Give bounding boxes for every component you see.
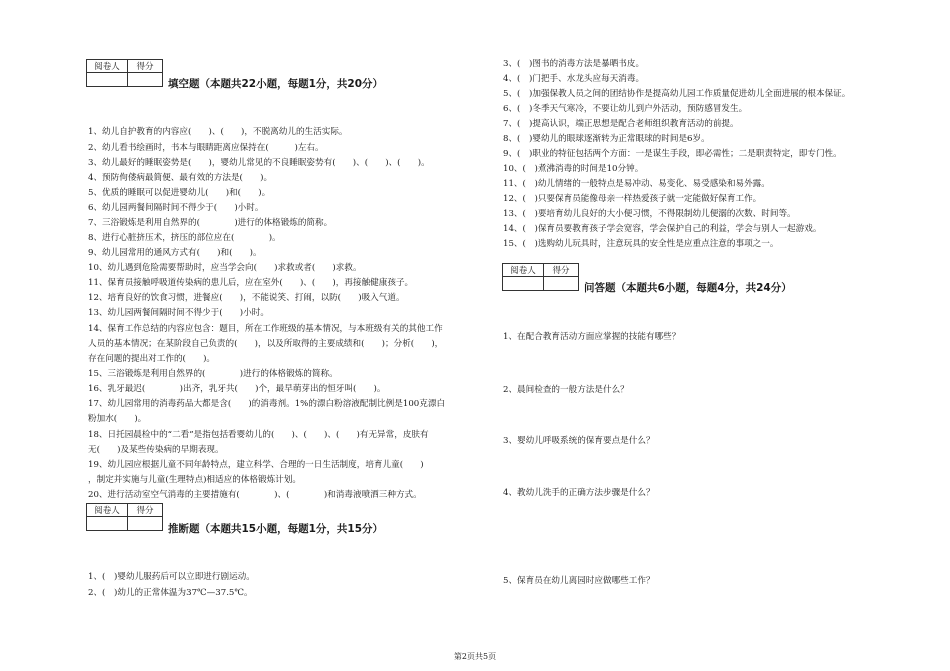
judge-line: 7、( )提高认识，端正思想是配合老师组织教育活动的前提。 [503,119,739,129]
judge-line: 1、( )婴幼儿服药后可以立即进行剧运动。 [88,572,255,582]
qa-question: 1、在配合教育活动方面应掌握的技能有哪些？ [503,332,681,342]
judge-line: 9、( )职业的特征包括两个方面：一是谋生手段，即必需性；二是职责特定，即专门性。 [503,149,842,159]
reviewer-label: 阅卷人 [87,504,128,517]
fill-line: 3、幼儿最好的睡眠姿势是( )，婴幼儿常见的不良睡眠姿势有( )、( )、( )。 [88,158,430,168]
judge-line: 4、( )门把手、水龙头应每天消毒。 [503,74,645,84]
fill-line: 存在问题的提出对工作的( )。 [88,354,216,364]
fill-line: 14、保育工作总结的内容应包含：题目，所在工作班级的基本情况，与本班级有关的其他工作 [88,324,443,334]
fill-section-title: 填空题（本题共22小题，每题1分，共20分） [168,78,384,90]
fill-line: 20、进行活动室空气消毒的主要措施有( )、( )和消毒液喷洒三种方式。 [88,490,422,500]
fill-line: 11、保育员接触呼吸道传染病的患儿后，应在室外( )、( )，再接触健康孩子。 [88,278,414,288]
page-number: 第2页共5页 [453,652,497,661]
fill-line: 17、幼儿园常用的消毒药品大都是含( )的消毒剂。1%的漂白粉溶液配制比例是100克漂白 [88,399,446,409]
fill-line: 6、幼儿园两餐间隔时间不得少于( )小时。 [88,203,264,213]
fill-line: ，制定并实施与儿童(生理特点)相适应的体格锻炼计划。 [88,475,301,485]
fill-line: 8、进行心脏挤压术，挤压的部位应在( )。 [88,233,281,243]
judge-line: 2、( )幼儿的正常体温为37℃—37.5℃。 [88,588,253,598]
judge-line: 14、( )保育员要教育孩子学会宽容，学会保护自己的利益，学会与别人一起游戏。 [503,224,822,234]
judge-line: 10、( )煮沸消毒的时间是10分钟。 [503,164,644,174]
qa-question: 5、保育员在幼儿离园时应做哪些工作？ [503,576,655,586]
fill-line: 9、幼儿园常用的通风方式有( )和( )。 [88,248,262,258]
fill-line: 7、三浴锻炼是利用自然界的( )进行的体格锻炼的简称。 [88,218,333,228]
reviewer-label: 阅卷人 [87,60,128,73]
qa-question: 2、晨间检查的一般方法是什么？ [503,385,629,395]
fill-line: 18、日托园晨检中的“二看”是指包括看婴幼儿的( )、( )、( )有无异常，皮肤有 [88,430,429,440]
judge-line: 15、( )选购幼儿玩具时，注意玩具的安全性是应重点注意的事项之一。 [503,239,779,249]
judge-line: 13、( )要培育幼儿良好的大小便习惯，不得限制幼儿便溺的次数、时间等。 [503,209,796,219]
score-label: 得分 [128,504,163,517]
fill-line: 粉加水( )。 [88,414,147,424]
fill-line: 1、幼儿自护教育的内容应( )、( )，不脱离幼儿的生活实际。 [88,127,348,137]
fill-line: 10、幼儿遇到危险需要帮助时，应当学会向( )求救或者( )求救。 [88,263,362,273]
fill-line: 5、优质的睡眠可以促进婴幼儿( )和( )。 [88,188,271,198]
fill-line: 13、幼儿园两餐间隔时间不得少于( )小时。 [88,308,269,318]
judge-line: 12、( )只要保育员能像母亲一样热爱孩子就一定能做好保育工作。 [503,194,762,204]
judge-line: 11、( )幼儿情绪的一般特点是易冲动、易变化、易受感染和易外露。 [503,179,770,189]
score-label: 得分 [544,264,579,277]
fill-line: 无( )及某些传染病的早期表现。 [88,445,224,455]
score-label: 得分 [128,60,163,73]
fill-line: 4、预防佝偻病最简便、最有效的方法是( )。 [88,173,273,183]
fill-line: 19、幼儿园应根据儿童不同年龄特点，建立科学、合理的一日生活制度，培育儿童( ) [88,460,424,470]
qa-section-title: 问答题（本题共6小题，每题4分，共24分） [584,282,792,294]
fill-line: 人员的基本情况；在某阶段自己负责的( )，以及所取得的主要成绩和( )；分析( )， [88,339,444,349]
fill-line: 12、培育良好的饮食习惯，进餐应( )，不能说笑、打闹，以防( )吸入气道。 [88,293,405,303]
score-box-qa [502,263,579,291]
judge-section-title: 推断题（本题共15小题，每题1分，共15分） [168,523,384,535]
score-box-judge [86,503,163,531]
judge-line: 5、( )加强保教人员之间的团结协作是提高幼儿园工作质量促进幼儿全面进展的根本保证。 [503,89,851,99]
judge-line: 8、( )婴幼儿的眼球逐渐转为正常眼球的时间是6岁。 [503,134,710,144]
reviewer-label: 阅卷人 [503,264,544,277]
fill-line: 15、三浴锻炼是利用自然界的( )进行的体格锻炼的简称。 [88,369,338,379]
judge-line: 6、( )冬季天气寒冷，不要让幼儿到户外活动，预防感冒发生。 [503,104,748,114]
judge-line: 3、( )图书的消毒方法是暴晒书皮。 [503,59,645,69]
fill-line: 16、乳牙最迟( )出齐，乳牙共( )个，最早萌芽出的恒牙叫( )。 [88,384,386,394]
score-box-fill [86,59,163,87]
qa-question: 4、教幼儿洗手的正确方法步骤是什么？ [503,488,655,498]
fill-line: 2、幼儿看书绘画时，书本与眼睛距离应保持在( )左右。 [88,143,324,153]
qa-question: 3、婴幼儿呼吸系统的保育要点是什么？ [503,436,655,446]
